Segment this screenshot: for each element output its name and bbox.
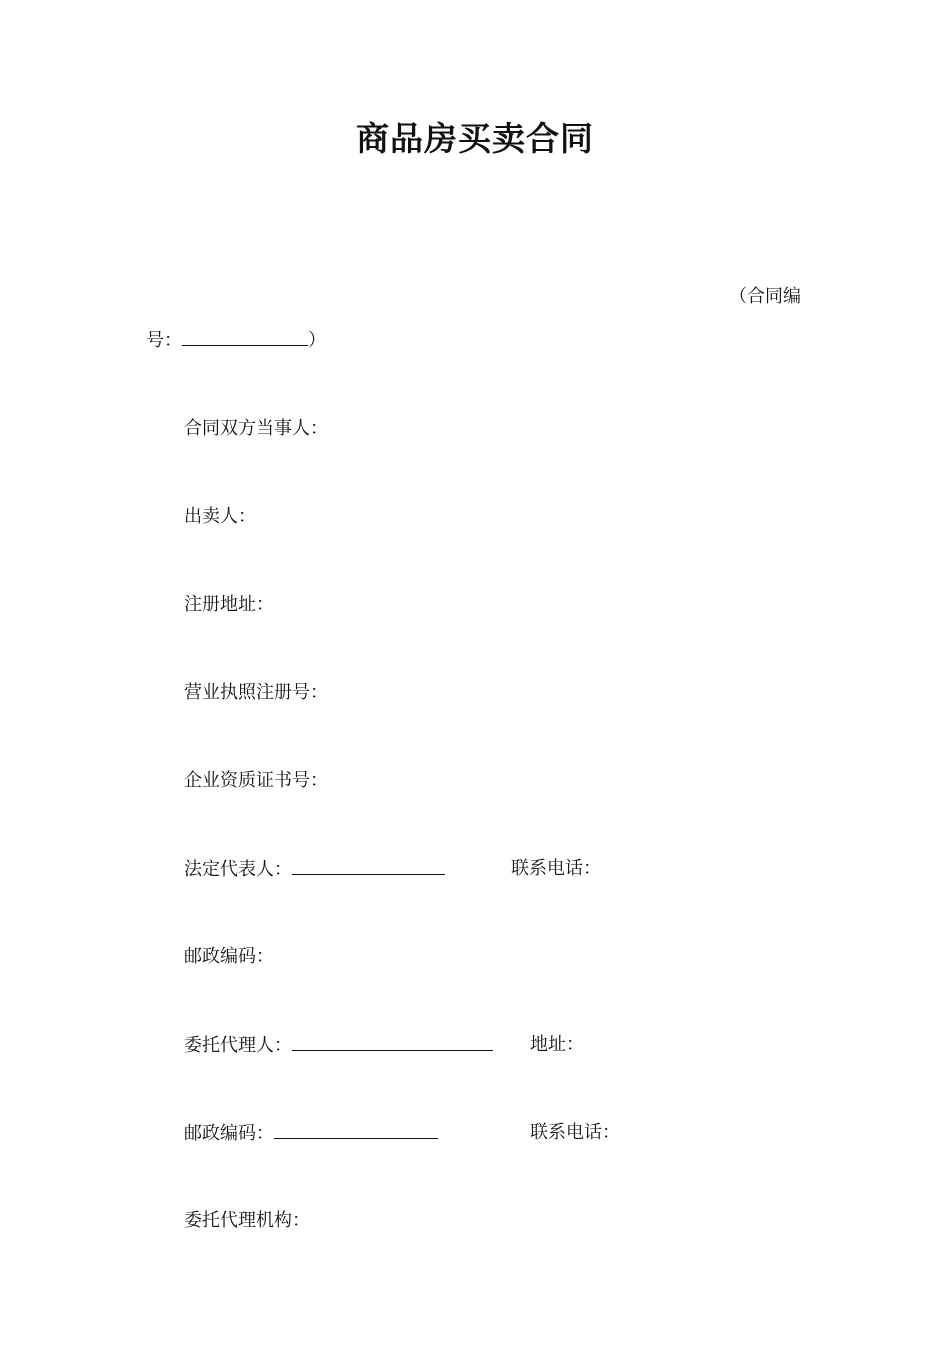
contract-number-blank [182, 327, 308, 346]
agent-address-label: 地址： [530, 1034, 584, 1055]
postal-code-blank-2 [274, 1120, 438, 1139]
business-license-label: 营业执照注册号： [184, 682, 328, 703]
qualification-cert-label: 企业资质证书号： [184, 770, 328, 791]
seller-label: 出卖人： [184, 506, 256, 527]
parties-label: 合同双方当事人： [184, 418, 328, 439]
registered-address-label: 注册地址： [184, 594, 274, 615]
postal-code-label-2: 邮政编码： [184, 1123, 274, 1144]
contract-number-line [146, 327, 326, 354]
legal-rep-blank [292, 856, 445, 875]
legal-rep-label: 法定代表人： [184, 859, 292, 880]
agent-blank [292, 1032, 493, 1051]
agency-label: 委托代理机构： [184, 1210, 310, 1231]
agent-phone-label: 联系电话： [530, 1122, 620, 1143]
postal-code-line-2 [184, 1120, 438, 1147]
agent-label: 委托代理人： [184, 1035, 292, 1056]
contract-number-suffix: ） [308, 330, 326, 351]
contract-number-label: 号： [146, 330, 182, 351]
legal-rep-line [184, 856, 445, 883]
contract-number-prefix: （合同编 [729, 286, 801, 307]
agent-line [184, 1032, 493, 1059]
legal-rep-phone-label: 联系电话： [511, 858, 601, 879]
postal-code-label-1: 邮政编码： [184, 946, 274, 967]
document-title: 商品房买卖合同 [356, 119, 594, 158]
